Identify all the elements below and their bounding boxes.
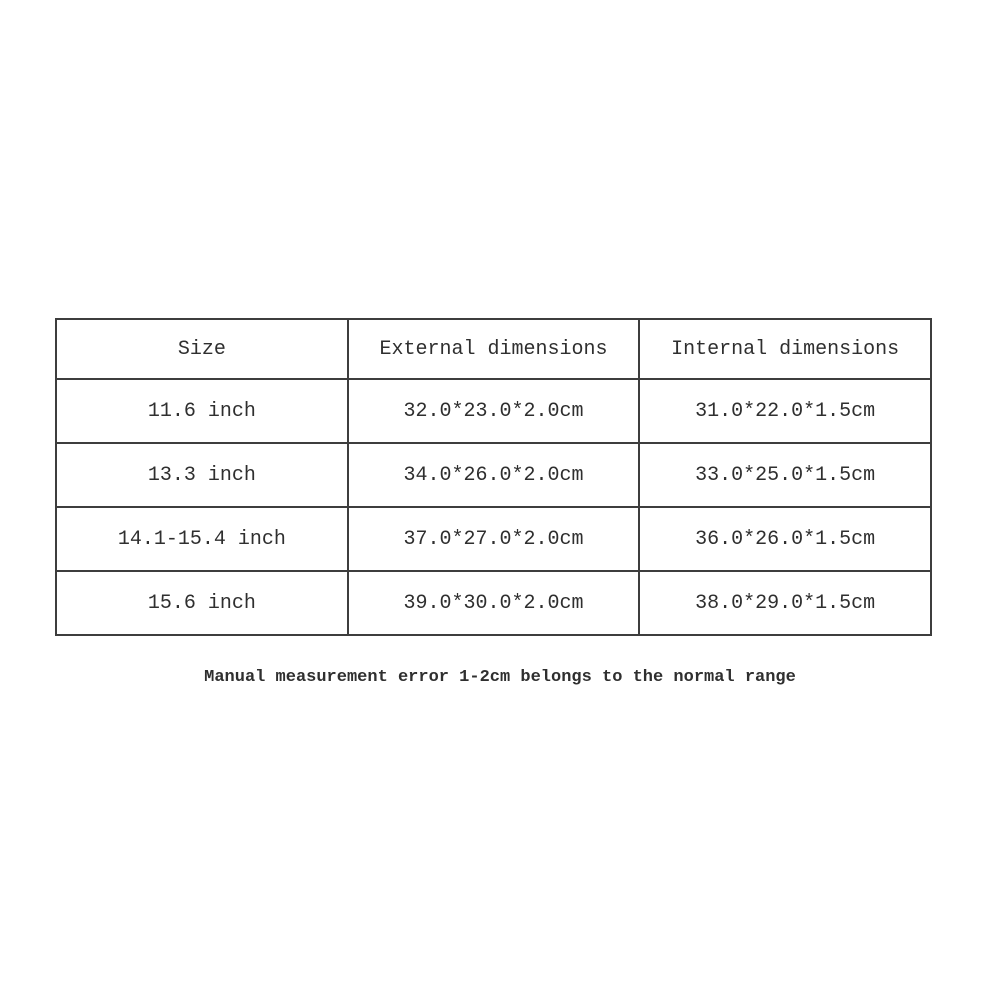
cell-size: 11.6 inch [56,379,348,443]
cell-internal-dimensions: 36.0*26.0*1.5cm [639,507,931,571]
table-row [56,571,931,635]
table-row [56,443,931,507]
header-external-dimensions: External dimensions [348,319,640,379]
cell-size: 14.1-15.4 inch [56,507,348,571]
cell-size: 13.3 inch [56,443,348,507]
header-size: Size [56,319,348,379]
cell-internal-dimensions: 33.0*25.0*1.5cm [639,443,931,507]
size-table [55,318,932,636]
cell-size: 15.6 inch [56,571,348,635]
cell-external-dimensions: 39.0*30.0*2.0cm [348,571,640,635]
table-row [56,507,931,571]
cell-external-dimensions: 34.0*26.0*2.0cm [348,443,640,507]
table-header-row [56,319,931,379]
cell-external-dimensions: 32.0*23.0*2.0cm [348,379,640,443]
table-row [56,379,931,443]
measurement-error-note: Manual measurement error 1-2cm belongs to the normal range [204,668,796,687]
cell-internal-dimensions: 38.0*29.0*1.5cm [639,571,931,635]
cell-internal-dimensions: 31.0*22.0*1.5cm [639,379,931,443]
header-internal-dimensions: Internal dimensions [639,319,931,379]
cell-external-dimensions: 37.0*27.0*2.0cm [348,507,640,571]
